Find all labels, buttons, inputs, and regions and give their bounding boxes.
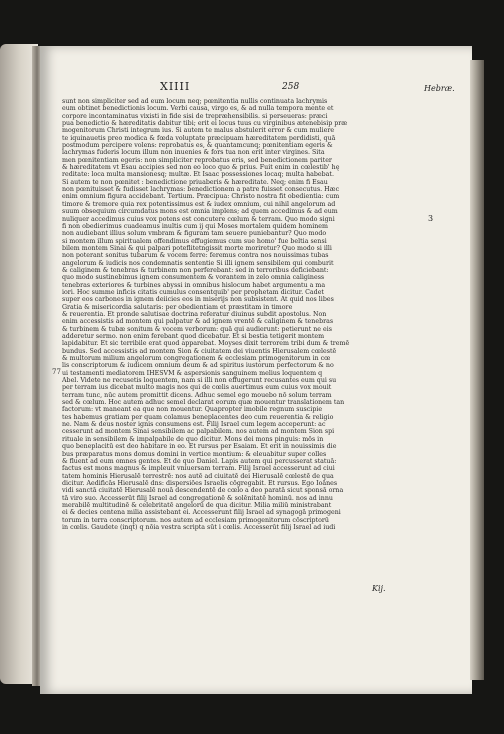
text-line: enim accessistis ad montem qui palpatur & ad ignem vrentē & caliginem & tenebras xyxy=(62,318,334,326)
text-line: bus præparatus mons domus domini in vertice montium: & eleuabitur super colles xyxy=(62,450,327,458)
text-line: ne. Nam & deus noster ignis consumens est. Filij Israel cum legem acceperunt: ac xyxy=(62,421,326,429)
margin-number: 77 xyxy=(52,368,61,376)
text-line: angelorum & iudicis nos condemnatis sententie Si illi ignem sensibilem qui comburit xyxy=(62,259,334,267)
text-line: sed & cœlum. Hoc autem adhuc semel declarat eorum quæ mouentur translationem tan xyxy=(62,399,345,407)
text-line: bilem montem Sinai & qui palpari poteflitetngissit morte moriretur? Quo modo si illi xyxy=(62,244,332,252)
page-fore-edge xyxy=(470,60,484,680)
margin-mark: 3 xyxy=(428,214,434,223)
text-line: Gratia & misericordia salutaris: per obedientiam et præstitam in timore xyxy=(62,303,293,311)
text-line: terram tunc, nūc autem promittit dicens. Adhuc semel ego mouebo nō solum terram xyxy=(62,391,332,399)
text-line: vidi sanctā ciuitatē Hierusalē nouā descendentē de cœlo a deo paratā sicut sponsā orna xyxy=(62,487,344,495)
text-line: quo beneplacitū est deo habitare in eo. Et rursus per Esaiam. Et erit in nouissimis die xyxy=(62,443,337,451)
text-line: tā viro suo. Accesserūt filij Israel ad congregationē & solēnitatē hominū. nos ad innu xyxy=(62,494,333,502)
text-line: lapidabitur. Et sic terribile erat quod apparebat. Moyses dixit terrorem tribi dum & tremē xyxy=(62,340,350,348)
running-head: XIIII xyxy=(160,80,191,93)
text-line: torum in terra conscriptorum. nos autem ad ecclesiam primogenitorum cōscriptorū xyxy=(62,516,329,524)
text-line: nuliquer accedimus cuius vox potens est concutere cœlum & terram. Quo modo signi xyxy=(62,215,335,223)
text-line: reditate: loca multa mansionesq; multæ. Et Isaac possessiones locaq; multa habebat. xyxy=(62,171,334,179)
text-line: ei & decies centena milia assistebant ei. Accesserunt filij Israel ad synagogā primogeni xyxy=(62,509,341,517)
text-line: sunt non simpliciter sed ad eum locum neq; pœnitentia nullis continuata lachrymis xyxy=(62,98,328,105)
text-line: dicitur. Aedificās Hierusalē dns: dispersiōes Israelis cōgregabit. Et rursus. Ego Ioānes xyxy=(62,479,338,487)
text-line: non pœnituisset & fudisset lachrymas: benedictionem a patre fuisset consecutus. Hæc xyxy=(62,186,340,194)
text-line: & turbinem & tubæ sonitum & vocem verborum: quā qui audierunt: petierunt ne eis xyxy=(62,325,332,333)
text-line: iori. Hoc summe inficis citatis cumulus consentquib' per prophetam dicitur. Cadet xyxy=(62,288,324,296)
text-line: & multorum milium angelorum congregationem & ecclesiam primogenitorum in cœ xyxy=(62,355,331,363)
text-line: timore & tremore quia rex potentissimus est & iudex omnium, cui nihil angelorum ad xyxy=(62,200,336,208)
text-line: super eos carbones in ignem deiicies eos in miserijs non subsistent. At quid nos libes xyxy=(62,296,334,304)
text-line: te iquinauetis preo modica & fœda voluptate præcipuam hæreditatem perdidisti, quā xyxy=(62,134,336,142)
text-line: & reuerentia. Et pronde salutisae doctrina referatur diuinus subdit apostolus. Non xyxy=(62,310,327,318)
text-line: mogenitorum Christi integrum ius. Si autem te malus abstulerit error & cum muliere xyxy=(62,127,335,135)
text-line: per terram ius dicebat multo magis nos qui de cœlis auertimus eum cuius vox mouit xyxy=(62,384,332,392)
text-line: suum obsequium circumdatus mons est omnia implens; ad quem accedimus & ad eum xyxy=(62,208,338,216)
text-line: postmodum percipere volens: reprobatus es, & quantamcunq; pœnitentiam egeris & xyxy=(62,142,333,150)
text-line: corpore incontaminatus vixisti in fide sisi de trepræhensibilis. si perseueras: præci xyxy=(62,112,328,120)
text-line: & fluent ad eum omnes gentes. Et de quo Daniel. Lapis autem qui percusserat statuā: xyxy=(62,457,337,465)
text-line: Si autem te non pœnitet : benedictione priuaberis & hæreditate. Neq; enim fi Esau xyxy=(62,178,328,186)
folio-number: 258 xyxy=(282,82,300,92)
catchword: Kij. xyxy=(372,584,386,593)
text-line: non audiebant illius solum vmbram & figuram tam seuere puniebantur? Quo modo xyxy=(62,230,327,238)
text-line: enim omnium figura accidebant. Tertium. Præcipua: Christo nostra fit obedientia: cum xyxy=(62,193,340,201)
text-line: fi non obedierimus cuadeamus inultis cum ij qui Moses mortalem quidem hominem xyxy=(62,222,328,230)
text-line: lachrymas fuderis locum illum non inuenies & fors tua non erit inter virgines. Sita xyxy=(62,149,325,157)
text-line: men pœnitentiam egeris: non simpliciter reprobatus eris, sed benedictionem pariter xyxy=(62,156,332,164)
text-line: Abel. Videte ne recusetis loquentem, nam si illi non effugerunt recusantes eum qui su xyxy=(62,377,337,385)
text-line: tes habemus gratiam per quam colamus beneplacentes deo cum reuerentia & religio xyxy=(62,413,334,421)
text-line: si montem illum spiritualem offendimus effugiemus cum sue homo' fue beltia sensi xyxy=(62,237,327,245)
text-line: lis conscriptorum & iudicem omnium deum & ad spiritus iustorum perfectorum & no xyxy=(62,362,334,370)
text-line: rituale in sensibilem & impalpabile de quo dicitur. Mons dei mons pinguis: mōs in xyxy=(62,435,324,443)
text-line: eum obtinet benedictionis locum. Verbi causa, virgo es, & ad nulla tempora mente et xyxy=(62,105,334,113)
text-line: & caliginem & tenebras & turbinem non perferebant: sed in terroribus deficiebant: xyxy=(62,266,329,274)
text-line: cesserunt ad montem Sinai sensibilem ac palpabilem. nos autem ad montem Sion spi xyxy=(62,428,335,436)
text-line: ui testamenti mediatorem IHESVM & aspersionis sanguinem melius loquentem q xyxy=(62,369,323,377)
text-line: bundus. Sed accessistis ad montem Sion & ciuitatem dei viuentis Hierusalem cœlestē xyxy=(62,347,337,355)
text-line: adderetur sermo. non enim ferebant quod dicebatur. Et si bestia tetigerit montem xyxy=(62,333,325,340)
text-line: factus est mons magnus & impleuit vniuersam terram. Filij Israel accesserunt ad ciui xyxy=(62,465,335,473)
margin-note: Hebræ. xyxy=(424,84,455,93)
text-line: tatem hominis Hierusalē terrestrē: nos autē ad ciuitatē dei Hierusalē cœlestē de qua xyxy=(62,472,334,480)
text-line: pua benedictio & hæreditatis dabitur tibi; erit ei locus tuus cu virginibus ætenebisip præ xyxy=(62,120,348,128)
text-line: quo modo sustinebimus ignem consumentem & vorantem in zelo omnia caliginess xyxy=(62,274,325,282)
text-line: factorum: vt maneant ea que non mouentur. Quapropter imobile regnum suscipie xyxy=(62,406,323,414)
body-text xyxy=(62,98,414,531)
text-line: in cœlis. Gaudete (inqt) q nōia vestra scripta sūt i cœlis. Accesserūt filij Israel ad iudi xyxy=(62,523,336,531)
text-line: non poterant sonitus tubarum & vocem ferre: feremus contra nos nouissimas tubas xyxy=(62,252,329,260)
text-line: & hæreditatem vt Esau accipies sed non eo loco quo & prius. Fuit enim in cœlestib' hę xyxy=(62,164,340,172)
text-line: merabilē multitudinē & celebritatē angelorū de qua dicitur. Milia miliū ministrabant xyxy=(62,501,332,509)
text-line: tenebras exteriores & turbines abyssi in omnibus hislocum habet argumentu a ma xyxy=(62,281,326,289)
